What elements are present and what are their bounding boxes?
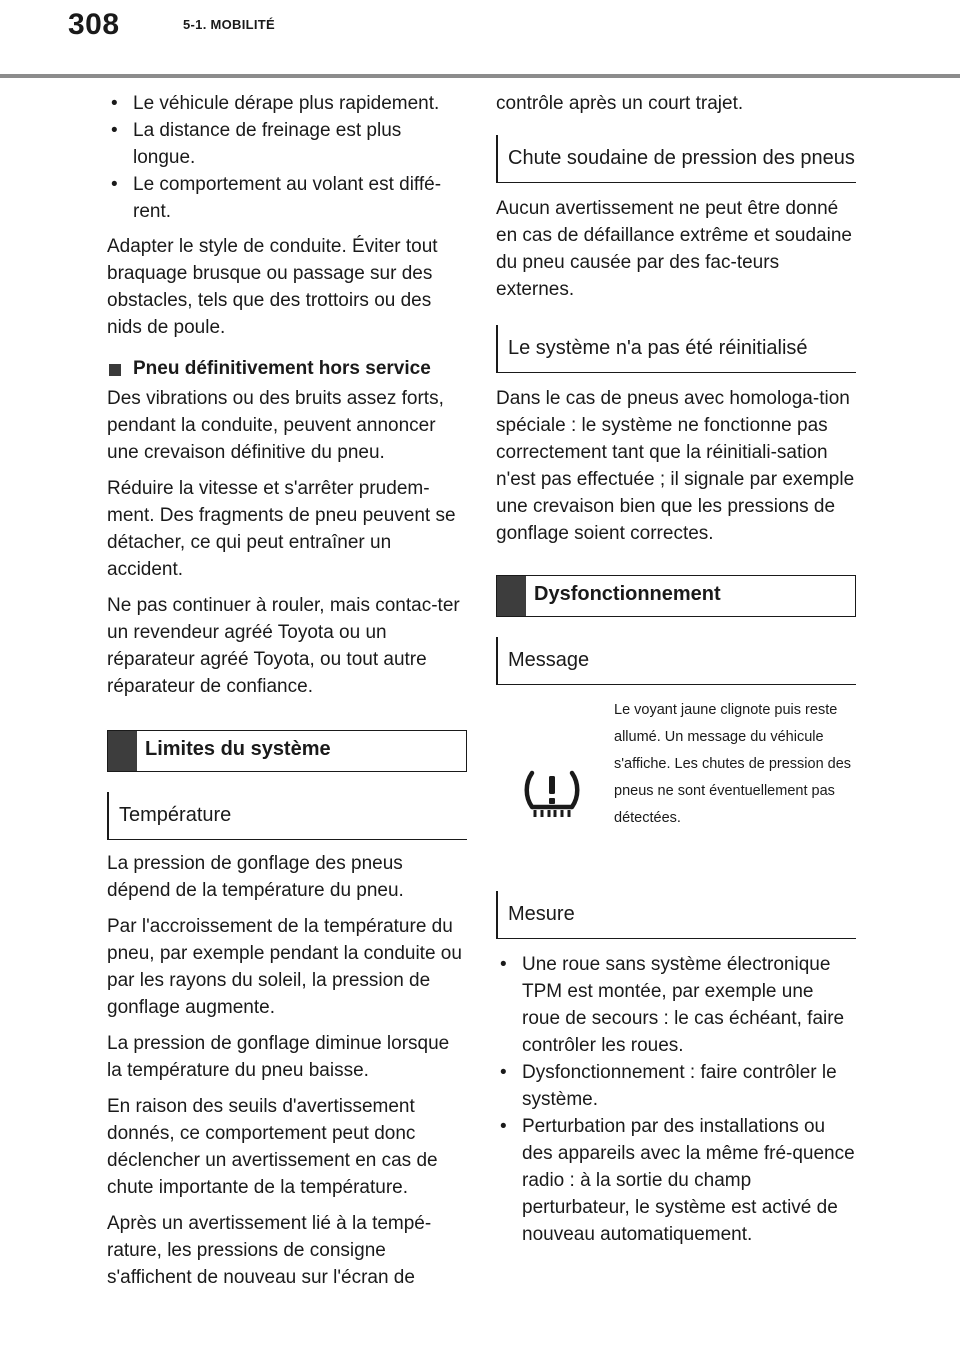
- paragraph: Des vibrations ou des bruits assez forts, pendant la conduite, peuvent annoncer une crevaison définitive du pneu.: [107, 388, 444, 463]
- list-item: • Dysfonctionnement : faire contrôler le système.: [496, 1059, 856, 1113]
- paragraph: contrôle après un court trajet.: [496, 93, 744, 114]
- square-bullet-icon: [109, 364, 121, 376]
- paragraph: En raison des seuils d'avertissement donnés, ce comportement peut donc déclencher un avertissement en cas de chute importante de la température.: [107, 1096, 438, 1198]
- chapter-title: 5-1. MOBILITÉ: [183, 17, 276, 32]
- subheading-sudden-pressure-drop: Chute soudaine de pression des pneus: [496, 135, 856, 183]
- section-heading-malfunction: [496, 575, 856, 617]
- section-title: Limites du système: [145, 738, 331, 760]
- paragraph: Par l'accroissement de la température du pneu, par exemple pendant la conduite ou par les rayons du soleil, la pression de gonflage augmente.: [107, 916, 462, 1018]
- section-title: Dysfonctionnement: [534, 583, 721, 605]
- subheading-measure: Mesure: [496, 891, 856, 939]
- tire-pressure-warning-icon: [522, 767, 582, 821]
- tire-out-of-service-heading: [107, 355, 467, 382]
- paragraph: Ne pas continuer à rouler, mais contac-ter un revendeur agréé Toyota ou un réparateur agréé Toyota, ou tout autre réparateur de confiance.: [107, 595, 460, 697]
- subheading-system-not-reset: Le système n'a pas été réinitialisé: [496, 325, 856, 373]
- paragraph: Dans le cas de pneus avec homologa-tion spéciale : le système ne fonctionne pas correctement tant que la réinitiali-sation n'est pas effectuée ; il signale par exemple une crevaison bien que les pressions de gonflage soient correctes.: [496, 388, 855, 544]
- list-item: • La distance de freinage est plus longue.: [107, 117, 467, 171]
- paragraph: Aucun avertissement ne peut être donné en cas de défaillance extrême et soudaine du pneu causée par des fac-teurs externes.: [496, 198, 852, 300]
- list-item: • Le comportement au volant est diffé-rent.: [107, 171, 467, 225]
- heading-text: Pneu définitivement hors service: [133, 358, 431, 379]
- section-bar: [108, 731, 137, 771]
- message-row: [496, 697, 856, 879]
- subheading-temperature: Température: [107, 792, 467, 840]
- warning-message-text: Le voyant jaune clignote puis reste allumé. Un message du véhicule s'affiche. Les chutes de pression des pneus ne sont éventuellement pas détectées.: [614, 702, 852, 826]
- page-header: [0, 0, 960, 80]
- paragraph: Adapter le style de conduite. Éviter tout braquage brusque ou passage sur des obstacles, tels que des trottoirs ou des nids de poule.: [107, 236, 438, 338]
- list-item: • Une roue sans système électronique TPM est montée, par exemple une roue de secours : le cas échéant, faire contrôler les roues.: [496, 951, 856, 1059]
- page-number: 308: [68, 8, 120, 41]
- header-rule: [0, 74, 960, 78]
- paragraph: Après un avertissement lié à la tempé-rature, les pressions de consigne s'affichent de nouveau sur l'écran de: [107, 1213, 432, 1288]
- section-heading-system-limits: [107, 730, 467, 772]
- effects-list: [107, 90, 467, 225]
- list-item: • Perturbation par des installations ou des appareils avec la même fré-quence radio : à la sortie du champ perturbateur, le système est activé de nouveau automatiquement.: [496, 1113, 856, 1248]
- section-bar: [497, 576, 526, 616]
- paragraph: La pression de gonflage des pneus dépend de la température du pneu.: [107, 853, 404, 901]
- paragraph: Réduire la vitesse et s'arrêter prudem-ment. Des fragments de pneu peuvent se détacher, ce qui peut entraîner un accident.: [107, 478, 456, 580]
- right-column: [496, 90, 856, 1248]
- subheading-message: Message: [496, 637, 856, 685]
- measure-list: [496, 951, 856, 1248]
- left-column: [107, 90, 467, 1300]
- paragraph: La pression de gonflage diminue lorsque la température du pneu baisse.: [107, 1033, 450, 1081]
- list-item: • Le véhicule dérape plus rapidement.: [107, 90, 467, 117]
